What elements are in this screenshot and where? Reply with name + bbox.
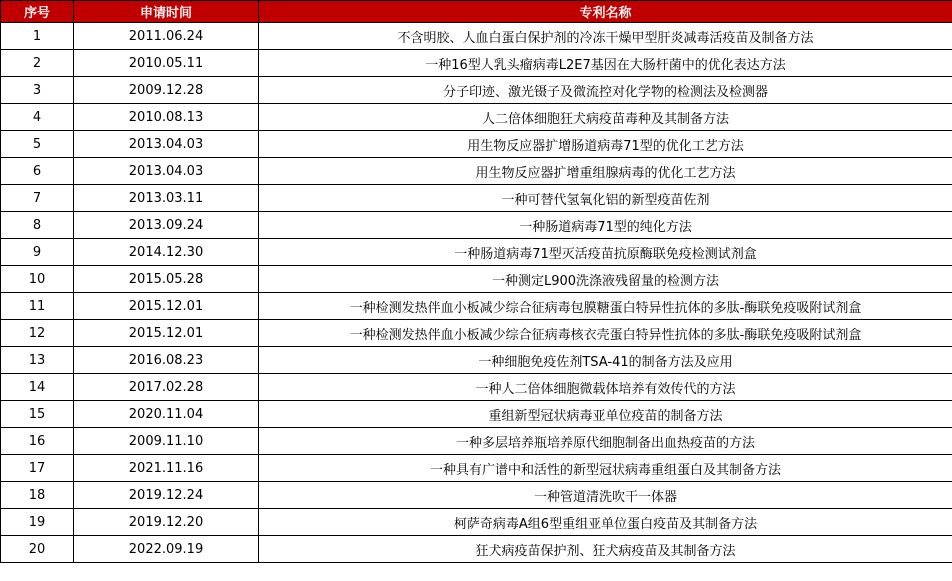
table-row bbox=[1, 266, 952, 293]
table-row bbox=[1, 131, 952, 158]
serial-number-cell: 17 bbox=[1, 455, 74, 482]
table-row bbox=[1, 185, 952, 212]
patent-name-cell: 一种检测发热伴血小板减少综合征病毒包膜糖蛋白特异性抗体的多肽-酶联免疫吸附试剂盒 bbox=[259, 293, 952, 320]
serial-number-cell: 2 bbox=[1, 50, 74, 77]
patent-name-cell: 分子印迹、激光镊子及微流控对化学物的检测法及检测器 bbox=[259, 77, 952, 104]
application-date-cell: 2010.05.11 bbox=[74, 50, 259, 77]
serial-number-cell: 11 bbox=[1, 293, 74, 320]
serial-number-cell: 19 bbox=[1, 509, 74, 536]
application-date-cell: 2020.11.04 bbox=[74, 401, 259, 428]
application-date-cell: 2015.05.28 bbox=[74, 266, 259, 293]
application-date-cell: 2017.02.28 bbox=[74, 374, 259, 401]
header-row bbox=[1, 1, 952, 23]
serial-number-cell: 1 bbox=[1, 23, 74, 50]
header-application-date: 申请时间 bbox=[74, 1, 259, 23]
serial-number-cell: 8 bbox=[1, 212, 74, 239]
application-date-cell: 2016.08.23 bbox=[74, 347, 259, 374]
serial-number-cell: 5 bbox=[1, 131, 74, 158]
serial-number-cell: 14 bbox=[1, 374, 74, 401]
patent-name-cell: 一种管道清洗吹干一体器 bbox=[259, 482, 952, 509]
table-row bbox=[1, 212, 952, 239]
patent-name-cell: 用生物反应器扩增肠道病毒71型的优化工艺方法 bbox=[259, 131, 952, 158]
header-patent-name: 专利名称 bbox=[259, 1, 952, 23]
application-date-cell: 2019.12.24 bbox=[74, 482, 259, 509]
patent-name-cell: 一种16型人乳头瘤病毒L2E7基因在大肠杆菌中的优化表达方法 bbox=[259, 50, 952, 77]
application-date-cell: 2009.12.28 bbox=[74, 77, 259, 104]
table-row bbox=[1, 428, 952, 455]
patent-name-cell: 一种多层培养瓶培养原代细胞制备出血热疫苗的方法 bbox=[259, 428, 952, 455]
application-date-cell: 2013.04.03 bbox=[74, 158, 259, 185]
patent-name-cell: 柯萨奇病毒A组6型重组亚单位蛋白疫苗及其制备方法 bbox=[259, 509, 952, 536]
serial-number-cell: 9 bbox=[1, 239, 74, 266]
patent-name-cell: 一种人二倍体细胞微载体培养有效传代的方法 bbox=[259, 374, 952, 401]
patent-name-cell: 不含明胶、人血白蛋白保护剂的冷冻干燥甲型肝炎减毒活疫苗及制备方法 bbox=[259, 23, 952, 50]
application-date-cell: 2014.12.30 bbox=[74, 239, 259, 266]
table-row bbox=[1, 401, 952, 428]
application-date-cell: 2013.09.24 bbox=[74, 212, 259, 239]
application-date-cell: 2009.11.10 bbox=[74, 428, 259, 455]
patent-name-cell: 一种肠道病毒71型的纯化方法 bbox=[259, 212, 952, 239]
table-row bbox=[1, 50, 952, 77]
application-date-cell: 2011.06.24 bbox=[74, 23, 259, 50]
table-row bbox=[1, 293, 952, 320]
patent-name-cell: 一种具有广谱中和活性的新型冠状病毒重组蛋白及其制备方法 bbox=[259, 455, 952, 482]
application-date-cell: 2013.03.11 bbox=[74, 185, 259, 212]
application-date-cell: 2013.04.03 bbox=[74, 131, 259, 158]
serial-number-cell: 15 bbox=[1, 401, 74, 428]
serial-number-cell: 13 bbox=[1, 347, 74, 374]
serial-number-cell: 4 bbox=[1, 104, 74, 131]
patent-name-cell: 人二倍体细胞狂犬病疫苗毒种及其制备方法 bbox=[259, 104, 952, 131]
table-row bbox=[1, 482, 952, 509]
table-row bbox=[1, 509, 952, 536]
table-row bbox=[1, 347, 952, 374]
application-date-cell: 2015.12.01 bbox=[74, 320, 259, 347]
patent-name-cell: 一种肠道病毒71型灭活疫苗抗原酶联免疫检测试剂盒 bbox=[259, 239, 952, 266]
patent-name-cell: 一种可替代氢氧化铝的新型疫苗佐剂 bbox=[259, 185, 952, 212]
application-date-cell: 2019.12.20 bbox=[74, 509, 259, 536]
table-row bbox=[1, 158, 952, 185]
table-row bbox=[1, 455, 952, 482]
serial-number-cell: 12 bbox=[1, 320, 74, 347]
table-row bbox=[1, 104, 952, 131]
table-row bbox=[1, 536, 952, 563]
serial-number-cell: 16 bbox=[1, 428, 74, 455]
serial-number-cell: 18 bbox=[1, 482, 74, 509]
patent-name-cell: 用生物反应器扩增重组腺病毒的优化工艺方法 bbox=[259, 158, 952, 185]
patent-name-cell: 狂犬病疫苗保护剂、狂犬病疫苗及其制备方法 bbox=[259, 536, 952, 563]
table-row bbox=[1, 77, 952, 104]
application-date-cell: 2022.09.19 bbox=[74, 536, 259, 563]
serial-number-cell: 6 bbox=[1, 158, 74, 185]
serial-number-cell: 7 bbox=[1, 185, 74, 212]
table-row bbox=[1, 374, 952, 401]
application-date-cell: 2021.11.16 bbox=[74, 455, 259, 482]
table-row bbox=[1, 23, 952, 50]
serial-number-cell: 3 bbox=[1, 77, 74, 104]
application-date-cell: 2010.08.13 bbox=[74, 104, 259, 131]
table-row bbox=[1, 320, 952, 347]
patent-name-cell: 一种测定L900洗涤液残留量的检测方法 bbox=[259, 266, 952, 293]
serial-number-cell: 10 bbox=[1, 266, 74, 293]
header-serial-number: 序号 bbox=[1, 1, 74, 23]
patent-name-cell: 一种细胞免疫佐剂TSA-41的制备方法及应用 bbox=[259, 347, 952, 374]
patent-name-cell: 一种检测发热伴血小板减少综合征病毒核衣壳蛋白特异性抗体的多肽-酶联免疫吸附试剂盒 bbox=[259, 320, 952, 347]
patent-name-cell: 重组新型冠状病毒亚单位疫苗的制备方法 bbox=[259, 401, 952, 428]
table-row bbox=[1, 239, 952, 266]
application-date-cell: 2015.12.01 bbox=[74, 293, 259, 320]
serial-number-cell: 20 bbox=[1, 536, 74, 563]
